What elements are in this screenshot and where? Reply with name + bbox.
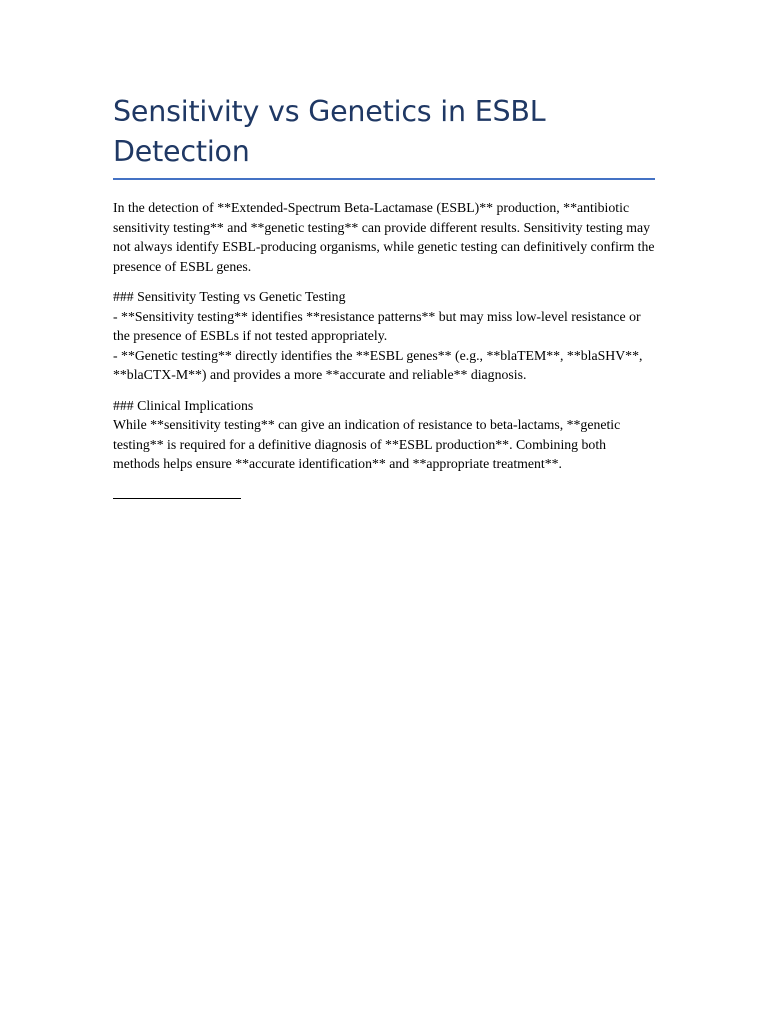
section-heading: ### Clinical Implications: [113, 397, 254, 413]
section-heading: ### Sensitivity Testing vs Genetic Testing: [113, 289, 346, 304]
bullet-sensitivity-testing: - **Sensitivity testing** identifies **resistance patterns** but may miss low-level resistance or the presence of ESBLs if not tested appropriately.: [113, 308, 641, 343]
clinical-implications-text: While **sensitivity testing** can give an indication of resistance to beta-lactams, **genetic testing** is required for a definitive diagnosis of **ESBL production**. Combining both methods helps ensure **accurate identification** and **appropriate treatment**.: [113, 417, 621, 471]
intro-paragraph: In the detection of **Extended-Spectrum Beta-Lactamase (ESBL)** production, **antibiotic sensitivity testing** and **genetic testing** can provide different results. Sensitivity testing may not always identify ESBL-producing organisms, while genetic testing can definitively confirm the presence of ESBL genes.: [113, 200, 655, 274]
section-clinical-implications: [113, 396, 655, 474]
document-body: [113, 92, 655, 499]
footnote-separator: [113, 498, 241, 499]
title-underline: [113, 178, 655, 180]
bullet-genetic-testing: - **Genetic testing** directly identifies the **ESBL genes** (e.g., **blaTEM**, **blaSHV**, **blaCTX-M**) and provides a more **accurate and reliable** diagnosis.: [113, 347, 643, 382]
section-sensitivity-vs-genetic: [113, 287, 655, 385]
document-title: Sensitivity vs Genetics in ESBL Detection: [113, 95, 546, 168]
